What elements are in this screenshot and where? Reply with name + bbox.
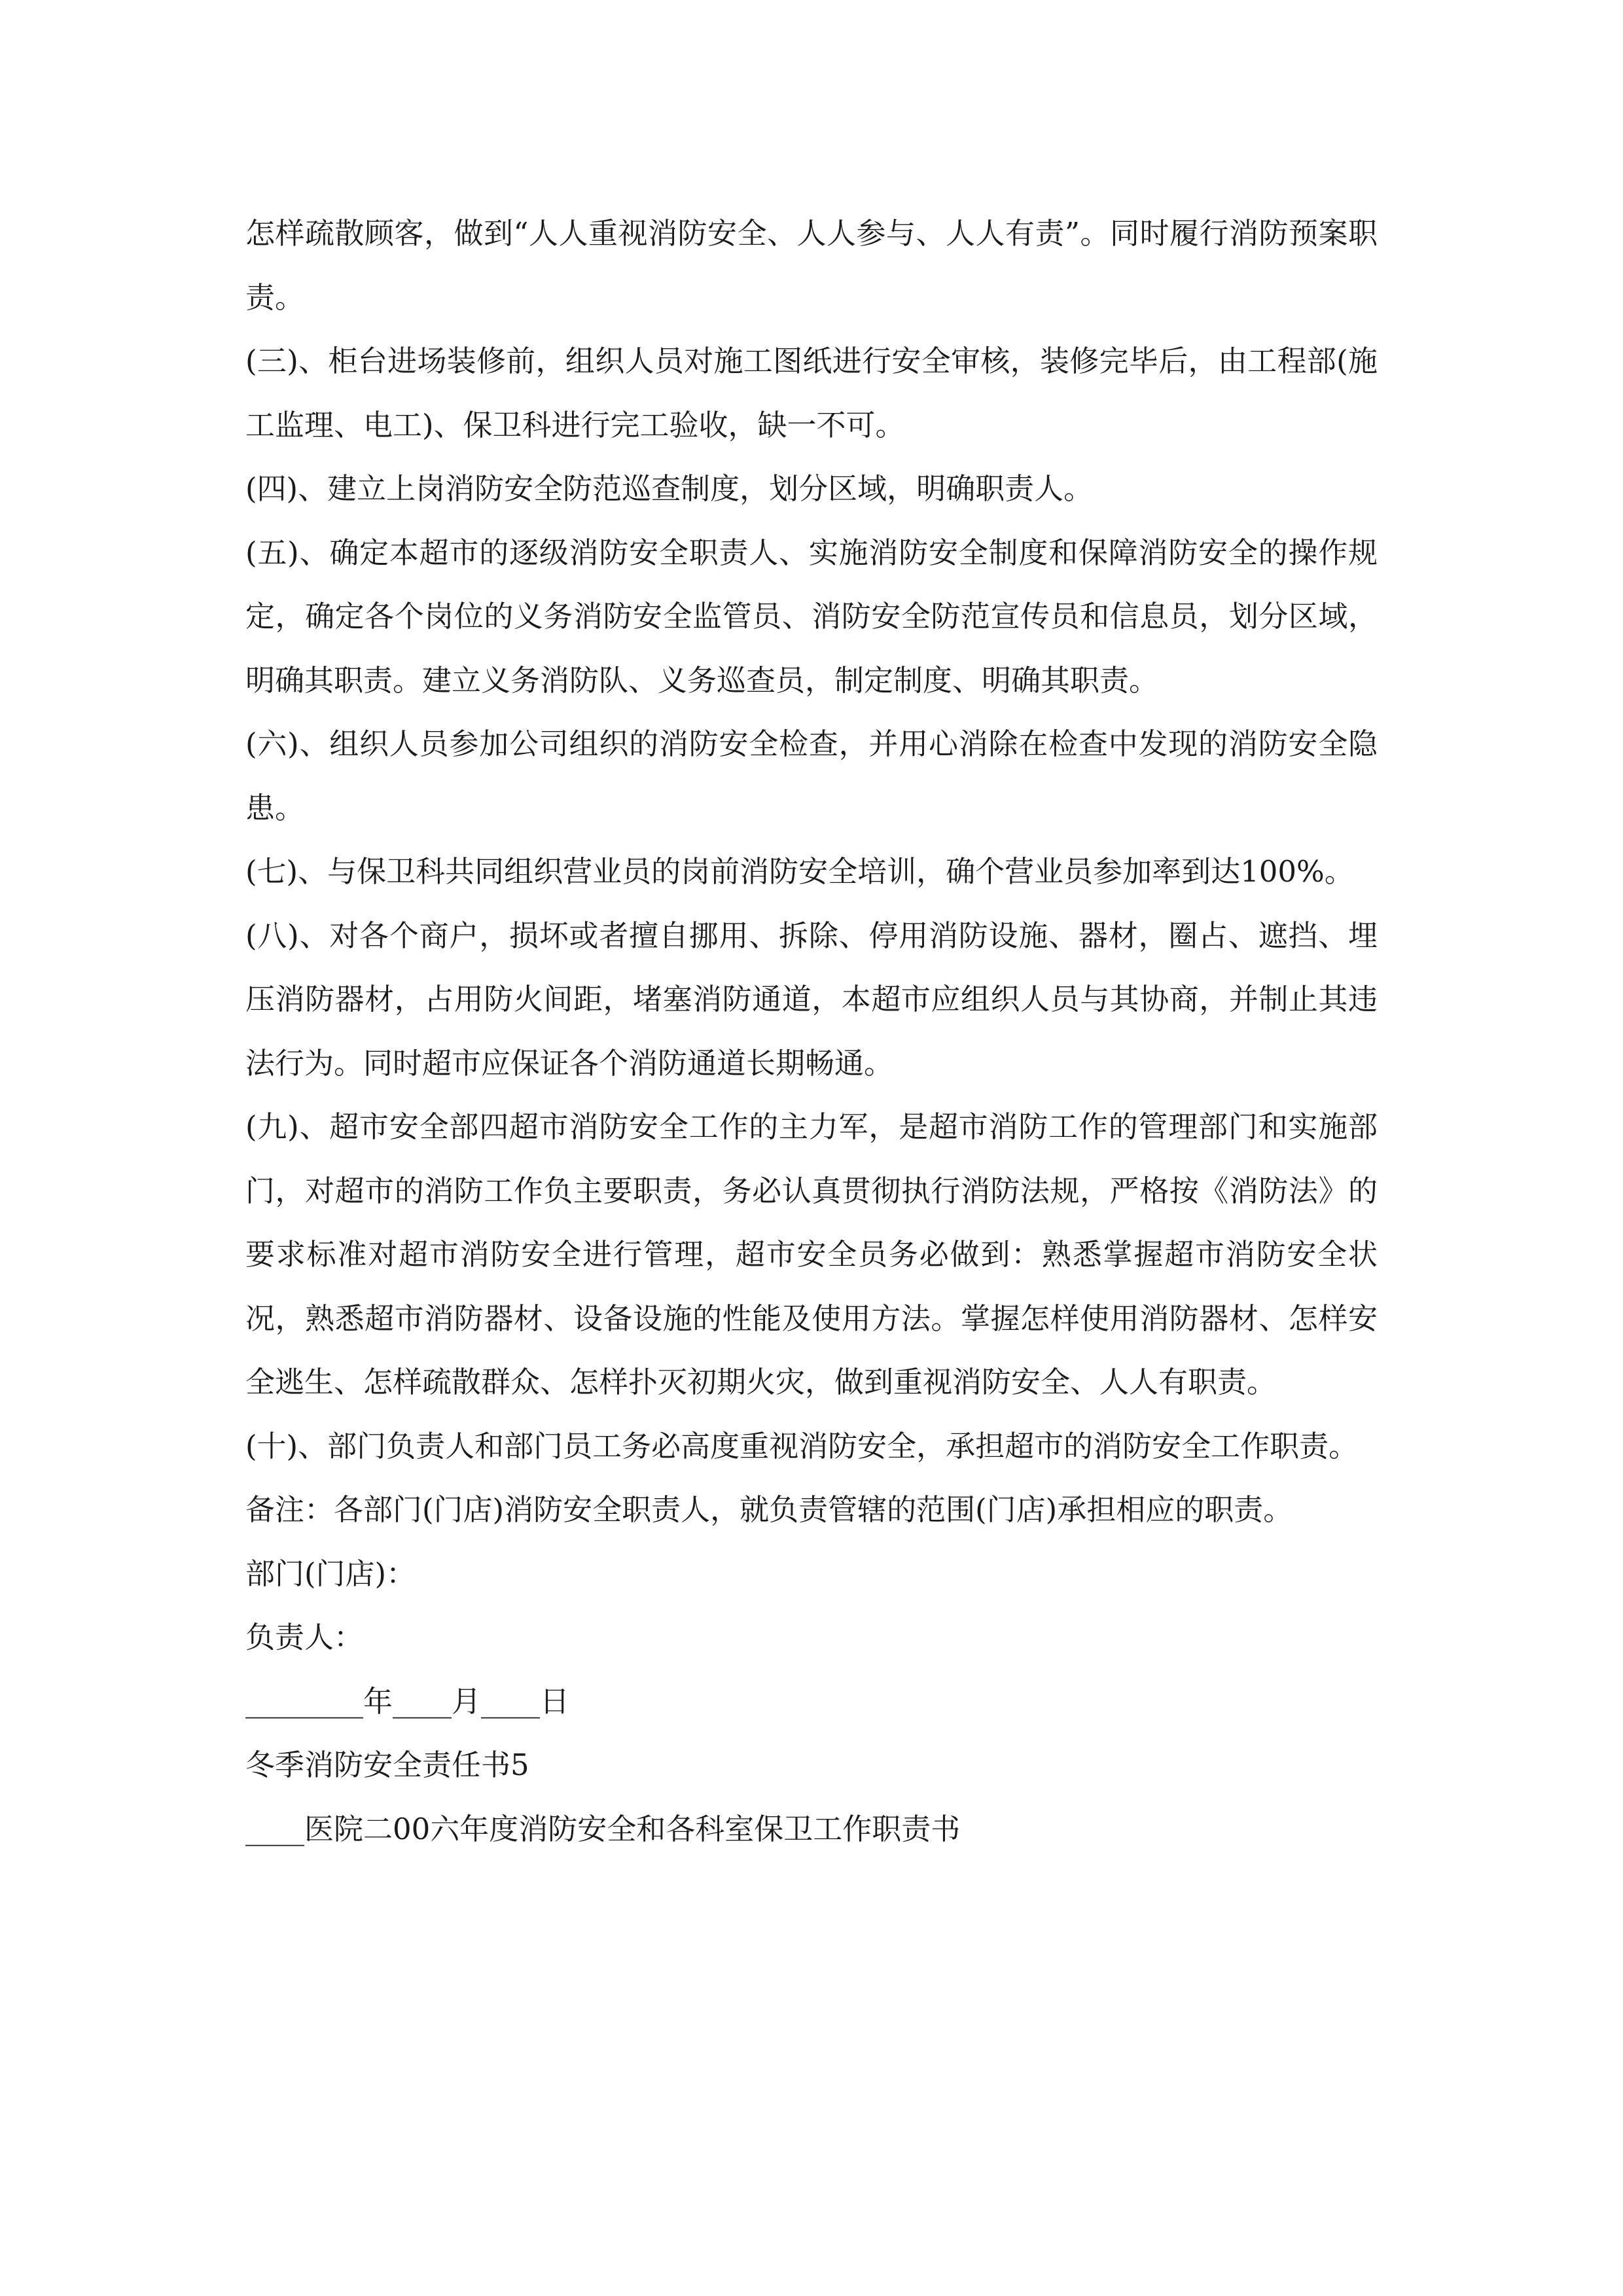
paragraph-evacuation-continuation: 怎样疏散顾客，做到“人人重视消防安全、人人参与、人人有责”。同时履行消防预案职责。	[245, 216, 1378, 315]
paragraph-item-6: (六)、组织人员参加公司组织的消防安全检查，并用心消除在检查中发现的消防安全隐患。	[245, 726, 1378, 825]
document-body	[245, 202, 1378, 1861]
date-line: ________年____月____日	[245, 1683, 570, 1719]
paragraph-item-9: (九)、超市安全部四超市消防安全工作的主力军，是超市消防工作的管理部门和实施部门，对超市的消防工作负主要职责，务必认真贯彻执行消防法规，严格按《消防法》的要求标准对超市消防安全进行管理，超市安全员务必做到：熟悉掌握超市消防安全状况，熟悉超市消防器材、设备设施的性能及使用方法。掌握怎样使用消防器材、怎样安全逃生、怎样疏散群众、怎样扑灭初期火灾，做到重视消防安全、人人有职责。	[245, 1109, 1378, 1399]
paragraph-item-5: (五)、确定本超市的逐级消防安全职责人、实施消防安全制度和保障消防安全的操作规定，确定各个岗位的义务消防安全监管员、消防安全防范宣传员和信息员，划分区域，明确其职责。建立义务消防队、义务巡查员，制定制度、明确其职责。	[245, 535, 1378, 698]
paragraph-item-8: (八)、对各个商户，损坏或者擅自挪用、拆除、停用消防设施、器材，圈占、遮挡、埋压消防器材，占用防火间距，堵塞消防通道，本超市应组织人员与其协商，并制止其违法行为。同时超市应保证各个消防通道长期畅通。	[245, 918, 1378, 1081]
paragraph-item-4: (四)、建立上岗消防安全防范巡查制度，划分区域，明确职责人。	[245, 471, 1094, 506]
paragraph-item-10: (十)、部门负责人和部门员工务必高度重视消防安全，承担超市的消防安全工作职责。	[245, 1428, 1359, 1463]
section-title: 冬季消防安全责任书5	[245, 1748, 529, 1782]
responsible-person-field-label: 负责人：	[245, 1620, 364, 1655]
paragraph-item-7: (七)、与保卫科共同组织营业员的岗前消防安全培训，确个营业员参加率到达100%。	[245, 854, 1354, 889]
paragraph-item-3: (三)、柜台进场装修前，组织人员对施工图纸进行安全审核，装修完毕后，由工程部(施工监理、电工)、保卫科进行完工验收，缺一不可。	[245, 344, 1378, 442]
remarks-note: 备注：各部门(门店)消防安全职责人，就负责管辖的范围(门店)承担相应的职责。	[245, 1492, 1293, 1527]
document-subtitle: ____医院二00六年度消防安全和各科室保卫工作职责书	[245, 1811, 961, 1846]
department-field-label: 部门(门店)：	[245, 1556, 416, 1591]
